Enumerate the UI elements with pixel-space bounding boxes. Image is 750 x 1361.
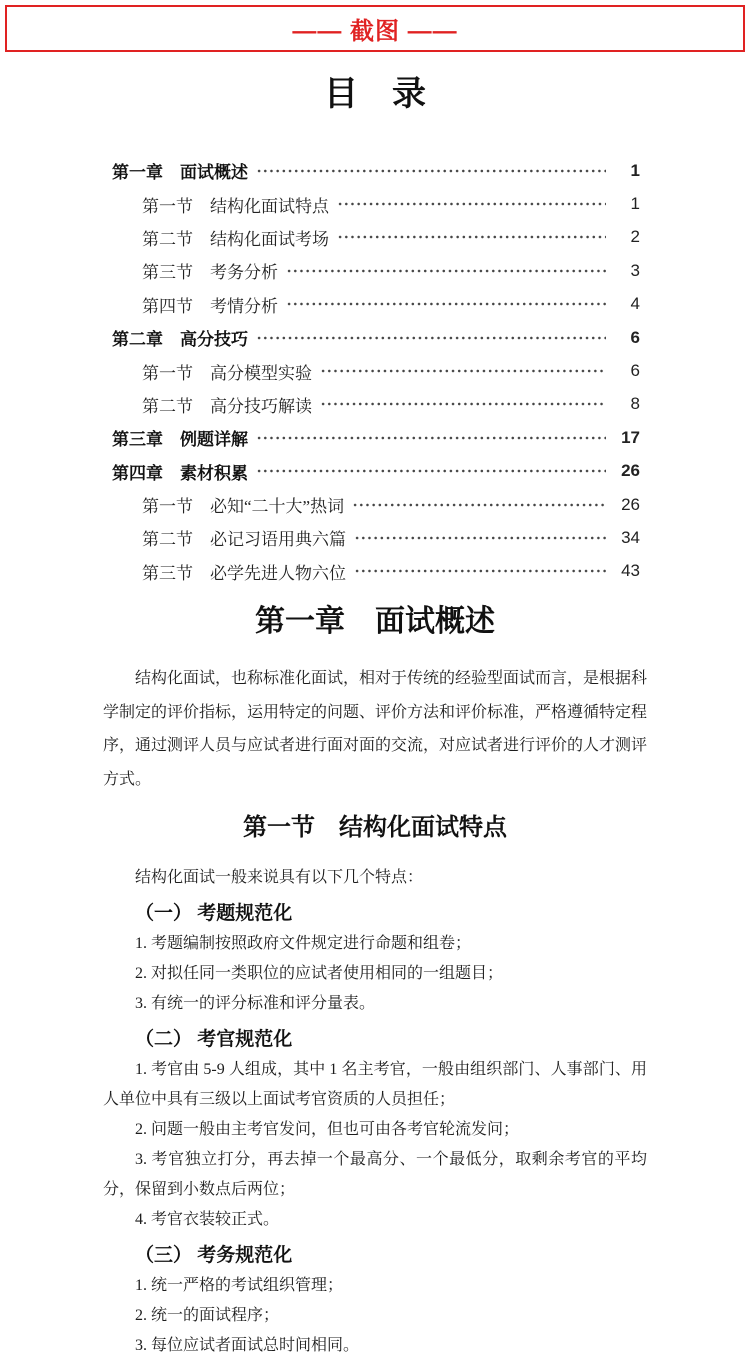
toc-page-number: 6 [630, 327, 640, 347]
toc-dot-leader [320, 369, 606, 373]
toc-page-number: 34 [621, 527, 640, 547]
toc-entry-chapter-1 [112, 154, 640, 187]
toc-entry-chapter-2 [112, 321, 640, 354]
toc-entry-section [112, 354, 640, 387]
toc-dot-leader [256, 436, 606, 440]
list-item: 1. 考题编制按照政府文件规定进行命题和组卷； [135, 935, 472, 953]
toc-dot-leader [286, 302, 606, 306]
toc-entry-chapter-3 [112, 421, 640, 454]
toc-entry-label: 第一节 高分模型实验 [142, 363, 312, 383]
toc-entry-section [112, 555, 640, 588]
toc-entry-chapter-4 [112, 455, 640, 488]
toc-dot-leader [320, 402, 606, 406]
toc-entry-section [112, 254, 640, 287]
toc-dot-leader [354, 536, 606, 540]
toc-entry-label: 第二节 必记习语用典六篇 [142, 530, 346, 550]
subsection-heading-2: （二） 考官规范化 [135, 1029, 293, 1051]
section-heading: 第一节 结构化面试特点 [243, 814, 507, 842]
toc-entry-section [112, 521, 640, 554]
table-of-contents [112, 154, 640, 588]
toc-entry-section [112, 187, 640, 220]
toc-page-number: 26 [621, 461, 640, 481]
toc-page-number: 43 [621, 561, 640, 581]
toc-entry-section [112, 288, 640, 321]
screenshot-banner-label: —— 截图 —— [292, 18, 458, 45]
toc-entry-label: 第一节 结构化面试特点 [142, 196, 329, 216]
list-item: 2. 统一的面试程序； [135, 1307, 280, 1325]
toc-page-number: 1 [630, 160, 640, 180]
toc-entry-label: 第一章 面试概述 [112, 163, 248, 183]
toc-entry-label: 第二节 高分技巧解读 [142, 396, 312, 416]
toc-dot-leader [256, 469, 606, 473]
toc-page-number: 4 [630, 294, 640, 314]
toc-page-number: 6 [630, 361, 640, 381]
toc-entry-section [112, 488, 640, 521]
list-item: 3. 每位应试者面试总时间相同。 [135, 1337, 360, 1355]
toc-dot-leader [286, 269, 606, 273]
screenshot-banner [5, 5, 745, 52]
toc-dot-leader [256, 336, 606, 340]
toc-entry-label: 第三章 例题详解 [112, 430, 248, 450]
toc-dot-leader [337, 202, 606, 206]
toc-entry-label: 第四章 素材积累 [112, 463, 248, 483]
chapter-intro-paragraph: 结构化面试，也称标准化面试，相对于传统的经验型面试而言，是根据科学制定的评价指标，运用特定的问题、评价方法和评价标准，严格遵循特定程序，通过测评人员与应试者进行面对面的交流，对应试者进行评价的人才测评方式。 [103, 670, 648, 788]
list-item: 1. 考官由 5-9 人组成，其中 1 名主考官，一般由组织部门、人事部门、用人单位中具有三级以上面试考官资质的人员担任； [103, 1061, 647, 1109]
toc-entry-label: 第二章 高分技巧 [112, 330, 248, 350]
toc-page-number: 1 [630, 194, 640, 214]
toc-page-number: 8 [630, 394, 640, 414]
list-item: 2. 问题一般由主考官发问，但也可由各考官轮流发问； [135, 1121, 520, 1139]
chapter-heading: 第一章 面试概述 [255, 605, 495, 639]
toc-entry-label: 第三节 必学先进人物六位 [142, 563, 346, 583]
toc-page-number: 2 [630, 227, 640, 247]
toc-page-number: 17 [621, 427, 640, 447]
list-item: 3. 考官独立打分，再去掉一个最高分、一个最低分，取剩余考官的平均分，保留到小数点后两位； [103, 1151, 647, 1199]
toc-dot-leader [337, 235, 606, 239]
subsection-heading-1: （一） 考题规范化 [135, 903, 293, 925]
toc-entry-section [112, 221, 640, 254]
list-item: 3. 有统一的评分标准和评分量表。 [135, 995, 376, 1013]
toc-page-number: 26 [621, 494, 640, 514]
toc-entry-label: 第一节 必知“二十大”热词 [142, 497, 345, 517]
toc-entry-label: 第三节 考务分析 [142, 263, 278, 283]
toc-entry-label: 第二节 结构化面试考场 [142, 229, 329, 249]
toc-entry-section [112, 388, 640, 421]
list-item: 4. 考官衣装较正式。 [135, 1211, 280, 1229]
list-item: 2. 对拟任同一类职位的应试者使用相同的一组题目； [135, 965, 504, 983]
toc-dot-leader [256, 169, 606, 173]
section-intro-paragraph: 结构化面试一般来说具有以下几个特点： [135, 869, 424, 887]
toc-entry-label: 第四节 考情分析 [142, 296, 278, 316]
toc-page-number: 3 [630, 260, 640, 280]
toc-title: 目 录 [324, 76, 426, 113]
subsection-heading-3: （三） 考务规范化 [135, 1245, 293, 1267]
toc-dot-leader [354, 569, 606, 573]
list-item: 1. 统一严格的考试组织管理； [135, 1277, 344, 1295]
toc-dot-leader [352, 503, 606, 507]
